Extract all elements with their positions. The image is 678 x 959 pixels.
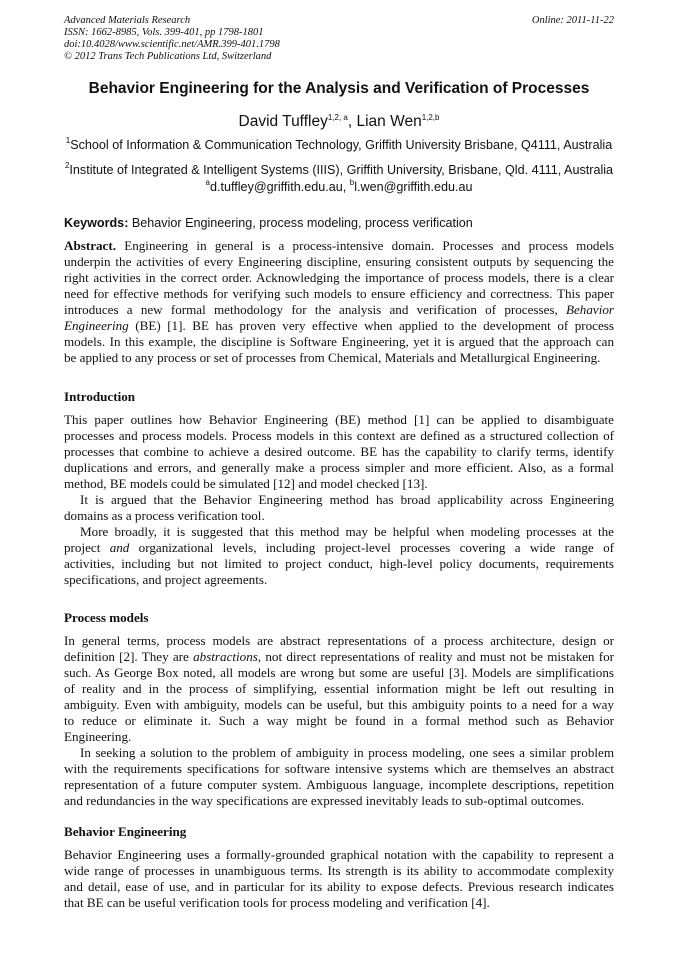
text-line bbox=[64, 302, 614, 318]
keywords-text: Behavior Engineering, process modeling, process verification bbox=[128, 216, 473, 230]
text-line bbox=[64, 793, 614, 809]
affiliation-2 bbox=[0, 163, 678, 177]
text-run: More broadly, it is suggested that this method may be helpful when modeling processes at the bbox=[80, 524, 614, 539]
text-run: In seeking a solution to the problem of ambiguity in process modeling, one sees a similar problem bbox=[80, 745, 614, 760]
text-line bbox=[64, 681, 614, 697]
italic-run: Behavior bbox=[566, 302, 614, 317]
text-run: and redundancies in the way specifications are expressed inevitably leads to sub-optimal outcomes. bbox=[64, 793, 585, 808]
text-run: need for effective methods for verifying such models to ensure efficiency and correctness. This paper bbox=[64, 286, 614, 301]
text-run: processes and process models. Process models in this context are defined as a structured collection of bbox=[64, 428, 614, 443]
text-line bbox=[64, 713, 614, 729]
abstract bbox=[64, 238, 614, 366]
author-name: Lian Wen bbox=[356, 113, 422, 130]
text-run: representation of a future computer system. Ambiguous language, incomplete descriptions, repetition bbox=[64, 777, 614, 792]
paragraph bbox=[64, 524, 614, 588]
text-run: , not direct representations of reality and must not be mistaken for bbox=[257, 649, 614, 664]
online-date: Online: 2011-11-22 bbox=[531, 15, 614, 26]
text-run: processes that combine to achieve a desired outcome. BE has the capability to clarify terms, identify bbox=[64, 444, 614, 459]
text-line bbox=[64, 318, 614, 334]
text-run: to reduce or eliminate it. Such a way might be found in a formal method such as Behavior bbox=[64, 713, 614, 728]
copyright: © 2012 Trans Tech Publications Ltd, Switzerland bbox=[64, 51, 272, 62]
text-line bbox=[64, 879, 614, 895]
authors: David Tuffley$^{1,2, a}$, Lian Wen$^{1,2,b}$ bbox=[238, 113, 440, 130]
text-run: (BE) [1]. BE has proven very effective when applied to the development of process bbox=[128, 318, 614, 333]
italic-run: and bbox=[109, 540, 130, 555]
text-run: of reality and in the process of simplifying, essential information might be left out resulting in bbox=[64, 681, 614, 696]
text-line bbox=[64, 350, 614, 366]
affiliation-text: School of Information & Communication Technology, Griffith University Brisbane, Q4111, Australia bbox=[70, 138, 613, 152]
issn: ISSN: 1662-8985, Vols. 399-401, pp 1798-1801 bbox=[64, 27, 264, 38]
text-line bbox=[64, 524, 614, 540]
text-run: models. In this example, the discipline is Software Engineering, yet it is argued that the approach can bbox=[64, 334, 614, 349]
abstract-label: Abstract. bbox=[64, 238, 116, 253]
text-run: such. As George Box noted, all models are wrong but some are useful [3]. Models are simplifications bbox=[64, 665, 614, 680]
text-run: organizational levels, including project-level processes covering a wide range of bbox=[129, 540, 614, 555]
text-line bbox=[64, 238, 614, 254]
text-run: wide range of processes in unambiguous terms. Its strength is its ability to accommodate complexity bbox=[64, 863, 614, 878]
text-line bbox=[64, 444, 614, 460]
text-run: introduces a new formal methodology for the analysis and verification of processes, bbox=[64, 302, 566, 317]
section-heading: Introduction bbox=[64, 389, 136, 404]
email-sup: b bbox=[349, 178, 355, 187]
text-run: right activities in the correct order. Acknowledging the importance of process models, there is a clear bbox=[64, 270, 614, 285]
text-line bbox=[64, 895, 614, 911]
affiliation-1 bbox=[0, 138, 678, 152]
text-run: project bbox=[64, 540, 110, 555]
text-run: method, BE models could be simulated [12] and model checked [13]. bbox=[64, 476, 428, 491]
section-introduction bbox=[64, 412, 614, 588]
text-line bbox=[64, 777, 614, 793]
text-line bbox=[64, 633, 614, 649]
paper-title: Behavior Engineering for the Analysis and Verification of Processes bbox=[88, 80, 590, 97]
text-line bbox=[64, 334, 614, 350]
email-link[interactable]: d.tuffley@griffith.edu.au bbox=[209, 180, 343, 194]
paragraph bbox=[64, 238, 614, 366]
italic-run: abstractions bbox=[193, 649, 258, 664]
section-behavior-engineering bbox=[64, 847, 614, 911]
section-heading: Process models bbox=[64, 610, 149, 625]
text-run: Engineering. bbox=[64, 729, 132, 744]
text-run: This paper outlines how Behavior Engineering (BE) method [1] can be applied to disambiguate bbox=[64, 412, 614, 427]
section-process-models bbox=[64, 633, 614, 809]
author-sup: 1,2, a bbox=[327, 113, 348, 122]
text-run: It is argued that the Behavior Engineering method has broad applicability across Engineering bbox=[80, 492, 614, 507]
text-run: with the requirements specifications for software intensive systems which are themselves an abstract bbox=[64, 761, 614, 776]
text-line bbox=[64, 649, 614, 665]
paragraph bbox=[64, 492, 614, 524]
text-line bbox=[64, 270, 614, 286]
text-line bbox=[64, 761, 614, 777]
text-line bbox=[64, 556, 614, 572]
author-sup: 1,2,b bbox=[421, 113, 440, 122]
text-run: that BE can be useful verification tools for process modeling and verification [4]. bbox=[64, 895, 490, 910]
text-line bbox=[64, 847, 614, 863]
text-line bbox=[64, 863, 614, 879]
text-line bbox=[64, 572, 614, 588]
text-line bbox=[64, 508, 614, 524]
text-run: underpin the activities of every Engineering discipline, ensuring consistent outputs by sequencing the bbox=[64, 254, 614, 269]
paragraph bbox=[64, 847, 614, 911]
text-line bbox=[64, 697, 614, 713]
text-line bbox=[64, 412, 614, 428]
text-run: ambiguity. Even with ambiguity, models can be useful, but this ambiguity points to a need for a way bbox=[64, 697, 614, 712]
text-line bbox=[64, 460, 614, 476]
affiliation-sup: 1 bbox=[65, 136, 71, 145]
journal-name: Advanced Materials Research bbox=[64, 15, 191, 26]
keywords-label: Keywords: bbox=[64, 216, 129, 230]
text-line bbox=[64, 254, 614, 270]
emails: $^a$d.tuffley@griffith.edu.au, $^b$l.wen@griffith.edu.au bbox=[205, 178, 473, 194]
section-heading: Behavior Engineering bbox=[64, 824, 187, 839]
text-line bbox=[64, 745, 614, 761]
text-run: definition [2]. They are bbox=[64, 649, 194, 664]
text-line bbox=[64, 729, 614, 745]
paragraph bbox=[64, 633, 614, 745]
affiliation-text: Institute of Integrated & Intelligent Systems (IIIS), Griffith University, Brisbane, Qld. 4111, Australia bbox=[69, 163, 614, 177]
text-line bbox=[64, 476, 614, 492]
author-name: David Tuffley bbox=[238, 113, 328, 130]
text-run: domains as a process verification tool. bbox=[64, 508, 265, 523]
text-run: Engineering in general is a process-intensive domain. Processes and process models bbox=[116, 238, 614, 253]
text-run: Behavior Engineering uses a formally-grounded graphical notation with the capability to represent a bbox=[64, 847, 614, 862]
italic-run: Engineering bbox=[64, 318, 129, 333]
email-link[interactable]: l.wen@griffith.edu.au bbox=[354, 180, 473, 194]
text-run: activities, including but not limited to project conduct, high-level policy documents, requirements bbox=[64, 556, 614, 571]
text-line bbox=[64, 286, 614, 302]
paragraph bbox=[64, 412, 614, 492]
text-run: specifications, and project agreements. bbox=[64, 572, 268, 587]
doi: doi:10.4028/www.scientific.net/AMR.399-401.1798 bbox=[64, 39, 280, 50]
text-run: duplications and errors, and generally make a process simpler and more efficient. Also, as a formal bbox=[64, 460, 614, 475]
keywords bbox=[64, 216, 473, 230]
affiliation-sup: 2 bbox=[64, 161, 70, 170]
email-sup: a bbox=[205, 178, 210, 187]
paragraph bbox=[64, 745, 614, 809]
text-line bbox=[64, 428, 614, 444]
text-run: In general terms, process models are abstract representations of a process architecture, design or bbox=[64, 633, 614, 648]
text-line bbox=[64, 540, 614, 556]
text-line bbox=[64, 665, 614, 681]
text-line bbox=[64, 492, 614, 508]
text-run: and detail, ease of use, and in particular for its ability to expose defects. Previous research indicates bbox=[64, 879, 614, 894]
text-run: be applied to any process or set of processes from Chemical, Materials and Metallurgical Engineering. bbox=[64, 350, 601, 365]
